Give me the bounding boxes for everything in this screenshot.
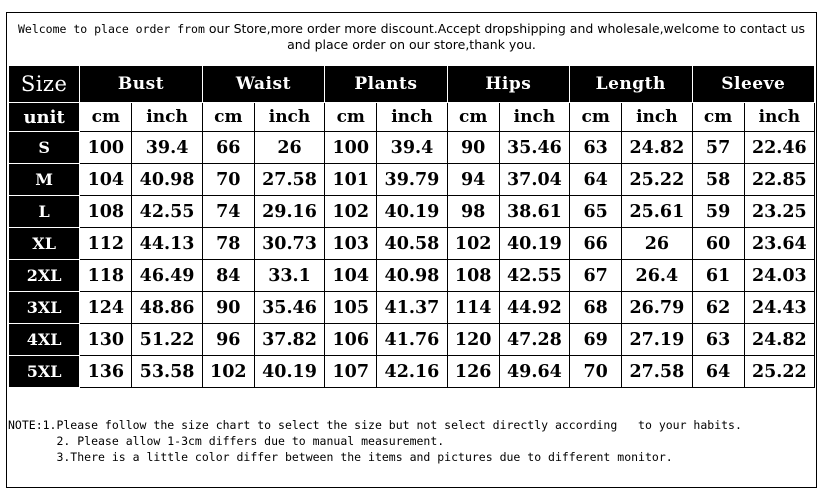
measurement-cell: 29.16	[254, 196, 324, 228]
welcome-line2: and place order on our store,thank you.	[287, 37, 536, 52]
group-header-sleeve: Sleeve	[692, 66, 815, 103]
unit-cell: inch	[254, 103, 324, 132]
size-label: 5XL	[9, 356, 80, 388]
measurement-cell: 40.98	[377, 260, 447, 292]
measurement-cell: 26.4	[622, 260, 692, 292]
table-row	[9, 260, 815, 292]
measurement-cell: 70	[570, 356, 622, 388]
note-line-1: NOTE:1.Please follow the size chart to select the size but not select directly according to your habits.	[8, 418, 742, 432]
unit-header-row	[9, 103, 815, 132]
measurement-cell: 40.19	[499, 228, 569, 260]
group-header-length: Length	[570, 66, 692, 103]
unit-cell: inch	[499, 103, 569, 132]
size-table	[8, 65, 815, 388]
measurement-cell: 39.4	[132, 132, 202, 164]
measurement-cell: 25.22	[744, 356, 814, 388]
measurement-cell: 47.28	[499, 324, 569, 356]
measurement-cell: 63	[692, 324, 744, 356]
measurement-cell: 124	[80, 292, 132, 324]
measurement-cell: 37.04	[499, 164, 569, 196]
measurement-cell: 112	[80, 228, 132, 260]
measurement-cell: 57	[692, 132, 744, 164]
measurement-cell: 118	[80, 260, 132, 292]
measurement-cell: 90	[447, 132, 499, 164]
measurement-cell: 53.58	[132, 356, 202, 388]
group-header-bust: Bust	[80, 66, 202, 103]
measurement-cell: 41.37	[377, 292, 447, 324]
measurement-cell: 27.19	[622, 324, 692, 356]
measurement-cell: 25.22	[622, 164, 692, 196]
measurement-cell: 41.76	[377, 324, 447, 356]
measurement-cell: 96	[202, 324, 254, 356]
measurement-cell: 68	[570, 292, 622, 324]
unit-cell: inch	[132, 103, 202, 132]
measurement-cell: 63	[570, 132, 622, 164]
unit-cell: cm	[325, 103, 377, 132]
measurement-cell: 66	[202, 132, 254, 164]
table-row	[9, 164, 815, 196]
measurement-cell: 102	[202, 356, 254, 388]
unit-cell: cm	[570, 103, 622, 132]
measurement-cell: 24.43	[744, 292, 814, 324]
welcome-line1-prefix: Welcome to place order from	[17, 22, 205, 36]
size-label: S	[9, 132, 80, 164]
measurement-cell: 40.19	[254, 356, 324, 388]
notes	[8, 417, 815, 465]
measurement-cell: 94	[447, 164, 499, 196]
note-line-2: 2. Please allow 1-3cm differs due to manual measurement.	[8, 434, 445, 448]
measurement-cell: 26	[622, 228, 692, 260]
measurement-cell: 136	[80, 356, 132, 388]
measurement-cell: 98	[447, 196, 499, 228]
measurement-cell: 84	[202, 260, 254, 292]
size-chart-frame	[6, 12, 817, 488]
measurement-cell: 39.4	[377, 132, 447, 164]
measurement-cell: 42.55	[132, 196, 202, 228]
measurement-cell: 120	[447, 324, 499, 356]
unit-cell: cm	[692, 103, 744, 132]
measurement-cell: 40.58	[377, 228, 447, 260]
unit-cell: inch	[622, 103, 692, 132]
measurement-cell: 22.46	[744, 132, 814, 164]
measurement-cell: 24.82	[744, 324, 814, 356]
measurement-cell: 23.64	[744, 228, 814, 260]
measurement-cell: 24.03	[744, 260, 814, 292]
measurement-cell: 61	[692, 260, 744, 292]
measurement-cell: 107	[325, 356, 377, 388]
size-label: M	[9, 164, 80, 196]
measurement-cell: 40.19	[377, 196, 447, 228]
measurement-cell: 42.55	[499, 260, 569, 292]
unit-cell: cm	[202, 103, 254, 132]
measurement-cell: 46.49	[132, 260, 202, 292]
size-label: 3XL	[9, 292, 80, 324]
table-row	[9, 292, 815, 324]
measurement-cell: 74	[202, 196, 254, 228]
size-label: XL	[9, 228, 80, 260]
welcome-line1-rest: our Store,more order more discount.Accept dropshipping and wholesale,welcome to contact us	[208, 21, 806, 36]
group-header-row	[9, 66, 815, 103]
measurement-cell: 104	[80, 164, 132, 196]
measurement-cell: 114	[447, 292, 499, 324]
unit-cell: inch	[377, 103, 447, 132]
measurement-cell: 44.13	[132, 228, 202, 260]
table-row	[9, 324, 815, 356]
group-header-plants: Plants	[325, 66, 447, 103]
measurement-cell: 22.85	[744, 164, 814, 196]
size-label: 4XL	[9, 324, 80, 356]
table-row	[9, 196, 815, 228]
note-line-3: 3.There is a little color differ between the items and pictures due to different monitor.	[8, 450, 673, 464]
measurement-cell: 59	[692, 196, 744, 228]
measurement-cell: 78	[202, 228, 254, 260]
measurement-cell: 51.22	[132, 324, 202, 356]
measurement-cell: 35.46	[499, 132, 569, 164]
table-row	[9, 228, 815, 260]
measurement-cell: 62	[692, 292, 744, 324]
measurement-cell: 102	[325, 196, 377, 228]
measurement-cell: 30.73	[254, 228, 324, 260]
measurement-cell: 35.46	[254, 292, 324, 324]
unit-cell: cm	[80, 103, 132, 132]
measurement-cell: 26	[254, 132, 324, 164]
group-header-waist: Waist	[202, 66, 324, 103]
measurement-cell: 105	[325, 292, 377, 324]
measurement-cell: 38.61	[499, 196, 569, 228]
measurement-cell: 106	[325, 324, 377, 356]
unit-cell: inch	[744, 103, 814, 132]
measurement-cell: 108	[447, 260, 499, 292]
measurement-cell: 37.82	[254, 324, 324, 356]
measurement-cell: 27.58	[622, 356, 692, 388]
measurement-cell: 33.1	[254, 260, 324, 292]
measurement-cell: 90	[202, 292, 254, 324]
measurement-cell: 67	[570, 260, 622, 292]
measurement-cell: 100	[325, 132, 377, 164]
table-row	[9, 132, 815, 164]
group-header-hips: Hips	[447, 66, 569, 103]
size-label: L	[9, 196, 80, 228]
measurement-cell: 26.79	[622, 292, 692, 324]
measurement-cell: 64	[570, 164, 622, 196]
measurement-cell: 103	[325, 228, 377, 260]
measurement-cell: 60	[692, 228, 744, 260]
measurement-cell: 39.79	[377, 164, 447, 196]
measurement-cell: 27.58	[254, 164, 324, 196]
measurement-cell: 49.64	[499, 356, 569, 388]
measurement-cell: 40.98	[132, 164, 202, 196]
measurement-cell: 70	[202, 164, 254, 196]
measurement-cell: 108	[80, 196, 132, 228]
table-row	[9, 356, 815, 388]
unit-header: unit	[9, 103, 80, 132]
unit-cell: cm	[447, 103, 499, 132]
measurement-cell: 100	[80, 132, 132, 164]
measurement-cell: 130	[80, 324, 132, 356]
measurement-cell: 25.61	[622, 196, 692, 228]
measurement-cell: 42.16	[377, 356, 447, 388]
measurement-cell: 101	[325, 164, 377, 196]
measurement-cell: 48.86	[132, 292, 202, 324]
welcome-message	[8, 14, 815, 60]
measurement-cell: 66	[570, 228, 622, 260]
measurement-cell: 65	[570, 196, 622, 228]
measurement-cell: 64	[692, 356, 744, 388]
size-header: Size	[9, 66, 80, 103]
size-label: 2XL	[9, 260, 80, 292]
measurement-cell: 69	[570, 324, 622, 356]
measurement-cell: 126	[447, 356, 499, 388]
measurement-cell: 24.82	[622, 132, 692, 164]
measurement-cell: 102	[447, 228, 499, 260]
measurement-cell: 23.25	[744, 196, 814, 228]
measurement-cell: 58	[692, 164, 744, 196]
measurement-cell: 44.92	[499, 292, 569, 324]
measurement-cell: 104	[325, 260, 377, 292]
